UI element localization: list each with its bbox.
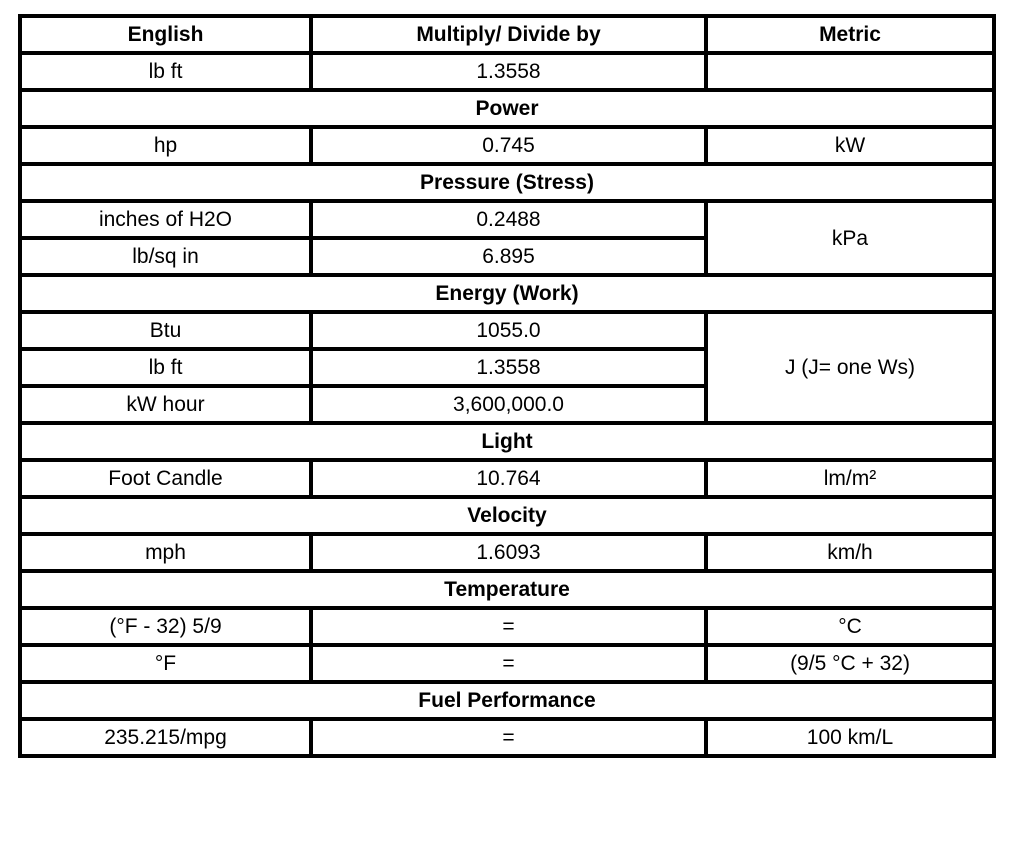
table-row <box>20 719 994 756</box>
section-title: Power <box>20 90 994 127</box>
cell-metric: lm/m² <box>706 460 994 497</box>
cell-factor: 3,600,000.0 <box>311 386 706 423</box>
section-row-fuel <box>20 682 994 719</box>
cell-factor: = <box>311 645 706 682</box>
table-row <box>20 53 994 90</box>
cell-english: lb ft <box>20 349 311 386</box>
section-row-velocity <box>20 497 994 534</box>
header-metric: Metric <box>706 16 994 53</box>
cell-english: 235.215/mpg <box>20 719 311 756</box>
section-title: Velocity <box>20 497 994 534</box>
cell-metric-merged: J (J= one Ws) <box>706 312 994 423</box>
cell-metric <box>706 53 994 90</box>
cell-factor: 1.6093 <box>311 534 706 571</box>
cell-english: Foot Candle <box>20 460 311 497</box>
cell-english: °F <box>20 645 311 682</box>
section-title: Energy (Work) <box>20 275 994 312</box>
table-row <box>20 312 994 349</box>
cell-metric: 100 km/L <box>706 719 994 756</box>
header-factor: Multiply/ Divide by <box>311 16 706 53</box>
cell-english: mph <box>20 534 311 571</box>
table-row <box>20 201 994 238</box>
cell-factor: 1055.0 <box>311 312 706 349</box>
cell-factor: 1.3558 <box>311 349 706 386</box>
header-english: English <box>20 16 311 53</box>
table-row <box>20 608 994 645</box>
cell-factor: 0.2488 <box>311 201 706 238</box>
cell-metric-merged: kPa <box>706 201 994 275</box>
conversion-table <box>18 14 996 758</box>
section-title: Pressure (Stress) <box>20 164 994 201</box>
table-row <box>20 460 994 497</box>
cell-metric: km/h <box>706 534 994 571</box>
cell-factor: = <box>311 719 706 756</box>
cell-english: (°F - 32) 5/9 <box>20 608 311 645</box>
section-title: Fuel Performance <box>20 682 994 719</box>
cell-factor: 10.764 <box>311 460 706 497</box>
cell-factor: = <box>311 608 706 645</box>
section-row-energy <box>20 275 994 312</box>
cell-english: Btu <box>20 312 311 349</box>
cell-factor: 0.745 <box>311 127 706 164</box>
section-row-temperature <box>20 571 994 608</box>
section-title: Temperature <box>20 571 994 608</box>
cell-metric: (9/5 °C + 32) <box>706 645 994 682</box>
section-title: Light <box>20 423 994 460</box>
table-row <box>20 127 994 164</box>
cell-english: lb/sq in <box>20 238 311 275</box>
cell-english: kW hour <box>20 386 311 423</box>
cell-english: lb ft <box>20 53 311 90</box>
cell-factor: 1.3558 <box>311 53 706 90</box>
table-row <box>20 645 994 682</box>
cell-english: inches of H2O <box>20 201 311 238</box>
section-row-light <box>20 423 994 460</box>
cell-metric: kW <box>706 127 994 164</box>
section-row-pressure <box>20 164 994 201</box>
cell-english: hp <box>20 127 311 164</box>
table-row <box>20 534 994 571</box>
section-row-power <box>20 90 994 127</box>
table-header-row <box>20 16 994 53</box>
cell-metric: °C <box>706 608 994 645</box>
cell-factor: 6.895 <box>311 238 706 275</box>
